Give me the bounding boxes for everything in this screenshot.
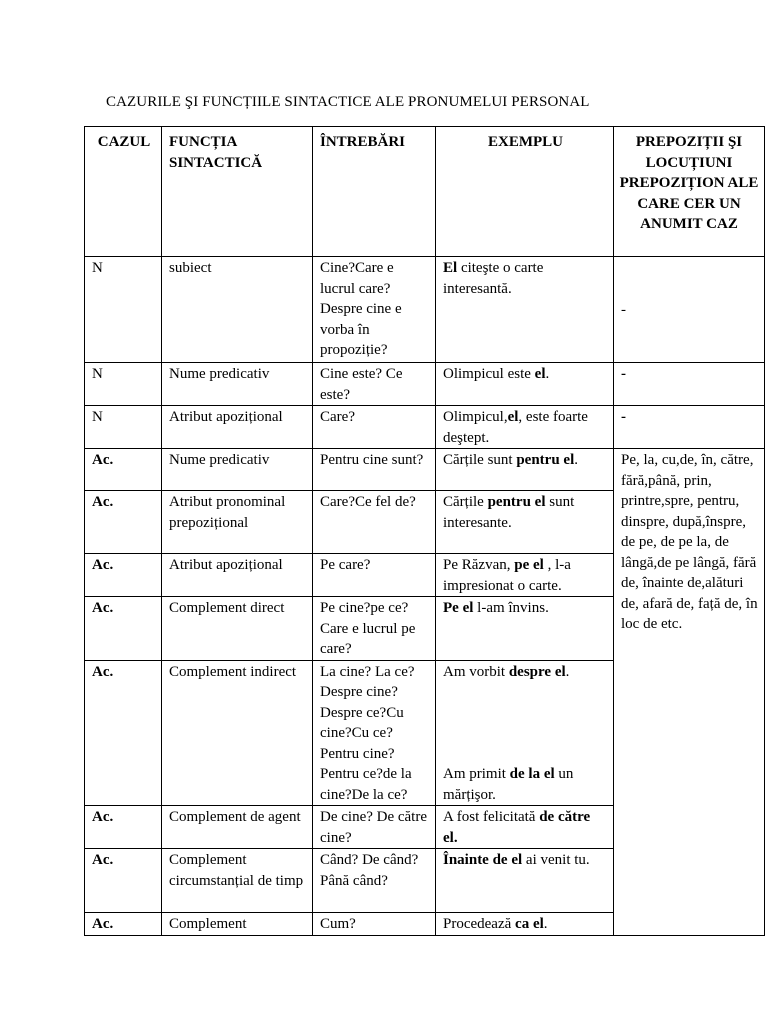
example-text: , l-a impresionat o carte. bbox=[443, 557, 571, 594]
example-pronoun: ca el bbox=[515, 916, 544, 932]
example-text: sunt interesante. bbox=[443, 494, 575, 531]
example-pronoun: de la el bbox=[509, 766, 555, 782]
cell-exemplu bbox=[436, 257, 614, 363]
cell-exemplu bbox=[436, 597, 614, 661]
cell-caz: Ac. bbox=[85, 491, 162, 554]
example-text: A fost felicitată bbox=[443, 809, 540, 825]
cell-caz: N bbox=[85, 406, 162, 449]
cell-intrebari: Cum? bbox=[313, 913, 436, 936]
cell-intrebari: Care?Ce fel de? bbox=[313, 491, 436, 554]
cell-functia: Atribut apozițional bbox=[162, 406, 313, 449]
example-text: . bbox=[545, 366, 550, 382]
cell-caz: Ac. bbox=[85, 554, 162, 597]
example-pronoun: de către el. bbox=[443, 809, 591, 846]
example-pronoun: Înainte de el bbox=[443, 852, 523, 868]
cell-functia: Complement de agent bbox=[162, 806, 313, 849]
example-text: un mărțişor. bbox=[443, 766, 574, 803]
cell-intrebari: Care? bbox=[313, 406, 436, 449]
example-text: Cărțile bbox=[443, 494, 488, 510]
cell-exemplu bbox=[436, 806, 614, 849]
table-row bbox=[85, 363, 765, 406]
cell-functia: Atribut pronominal prepozițional bbox=[162, 491, 313, 554]
example-text: Am vorbit bbox=[443, 663, 509, 680]
cell-intrebari: Cine?Care e lucrul care? Despre cine e vorba în propoziție? bbox=[313, 257, 436, 363]
cell-caz: Ac. bbox=[85, 449, 162, 491]
cell-intrebari: Când? De când? Până când? bbox=[313, 849, 436, 913]
header-exemplu: EXEMPLU bbox=[436, 127, 614, 257]
cell-exemplu bbox=[436, 363, 614, 406]
cell-functia: Complement direct bbox=[162, 597, 313, 661]
cell-intrebari: La cine? La ce? Despre cine? Despre ce?Cu cine?Cu ce? Pentru cine? Pentru ce?de la cine?De la ce? bbox=[313, 660, 436, 806]
cell-functia: Atribut apozițional bbox=[162, 554, 313, 597]
pronoun-cases-table bbox=[84, 126, 765, 936]
example-text: . bbox=[574, 452, 578, 468]
cell-intrebari: Cine este? Ce este? bbox=[313, 363, 436, 406]
example-pronoun: el bbox=[507, 409, 519, 425]
cell-exemplu bbox=[436, 849, 614, 913]
cell-intrebari: Pe cine?pe ce? Care e lucrul pe care? bbox=[313, 597, 436, 661]
example-pronoun: el bbox=[534, 366, 546, 382]
table-row bbox=[85, 406, 765, 449]
cell-functia: Complement circumstanțial de timp bbox=[162, 849, 313, 913]
cell-prepozitii-acuzativ: Pe, la, cu,de, în, către, fără,până, prin, printre,spre, pentru, dinspre, după,înspre, de pe, de pe la, de lângă,de pe lângă, fără de, înainte de,alături de, afară de, față de, în loc de etc. bbox=[614, 449, 765, 936]
header-cazul: CAZUL bbox=[85, 127, 162, 257]
example-pronoun: El bbox=[443, 260, 458, 276]
cell-exemplu bbox=[436, 554, 614, 597]
cell-functia: Nume predicativ bbox=[162, 363, 313, 406]
cell-exemplu bbox=[436, 406, 614, 449]
example-text: Olimpicul, bbox=[443, 409, 508, 425]
example-pronoun: pentru el bbox=[516, 452, 575, 468]
cell-functia: subiect bbox=[162, 257, 313, 363]
example-pronoun: pe el bbox=[514, 557, 544, 573]
header-intrebari: ÎNTREBĂRI bbox=[313, 127, 436, 257]
header-functia: FUNCȚIA SINTACTICĂ bbox=[162, 127, 313, 257]
example-text: Olimpicul este bbox=[443, 366, 535, 382]
page-title: CAZURILE ŞI FUNCȚIILE SINTACTICE ALE PRONUMELUI PERSONAL bbox=[106, 94, 590, 110]
example-text: . bbox=[565, 663, 570, 680]
example-text: Am primit bbox=[443, 766, 510, 782]
example-text: l-am învins. bbox=[473, 600, 549, 616]
cell-caz: N bbox=[85, 257, 162, 363]
cell-exemplu bbox=[436, 491, 614, 554]
table-header-row bbox=[85, 127, 765, 257]
example-pronoun: Pe el bbox=[443, 600, 474, 616]
cell-intrebari: De cine? De către cine? bbox=[313, 806, 436, 849]
example-text: citeşte o carte interesantă. bbox=[443, 260, 544, 297]
cell-intrebari: Pe care? bbox=[313, 554, 436, 597]
cell-caz: Ac. bbox=[85, 597, 162, 661]
cell-caz: Ac. bbox=[85, 660, 162, 806]
cell-caz: Ac. bbox=[85, 849, 162, 913]
cell-prepozitii: - bbox=[614, 257, 765, 363]
cell-caz: N bbox=[85, 363, 162, 406]
example-text: Procedează bbox=[443, 916, 516, 932]
table-row bbox=[85, 257, 765, 363]
cell-caz: Ac. bbox=[85, 806, 162, 849]
example-pronoun: pentru el bbox=[487, 494, 546, 510]
example-text: , este foarte deştept. bbox=[443, 409, 588, 446]
table-row bbox=[85, 449, 765, 491]
cell-caz: Ac. bbox=[85, 913, 162, 936]
cell-intrebari: Pentru cine sunt? bbox=[313, 449, 436, 491]
example-text: Pe Răzvan, bbox=[443, 557, 515, 573]
cell-functia: Complement indirect bbox=[162, 660, 313, 806]
cell-exemplu bbox=[436, 913, 614, 936]
example-text: . bbox=[543, 916, 548, 932]
cell-exemplu bbox=[436, 449, 614, 491]
cell-functia: Nume predicativ bbox=[162, 449, 313, 491]
example-gap bbox=[443, 682, 608, 764]
example-pronoun: despre el bbox=[508, 663, 566, 680]
header-prepozitii: PREPOZIȚII ŞI LOCUȚIUNI PREPOZIȚION ALE CARE CER UN ANUMIT CAZ bbox=[614, 127, 765, 257]
cell-functia: Complement bbox=[162, 913, 313, 936]
cell-exemplu bbox=[436, 660, 614, 806]
example-text: Cărțile sunt bbox=[443, 452, 517, 468]
cell-prepozitii: - bbox=[614, 406, 765, 449]
example-text: ai venit tu. bbox=[522, 852, 590, 868]
cell-prepozitii: - bbox=[614, 363, 765, 406]
